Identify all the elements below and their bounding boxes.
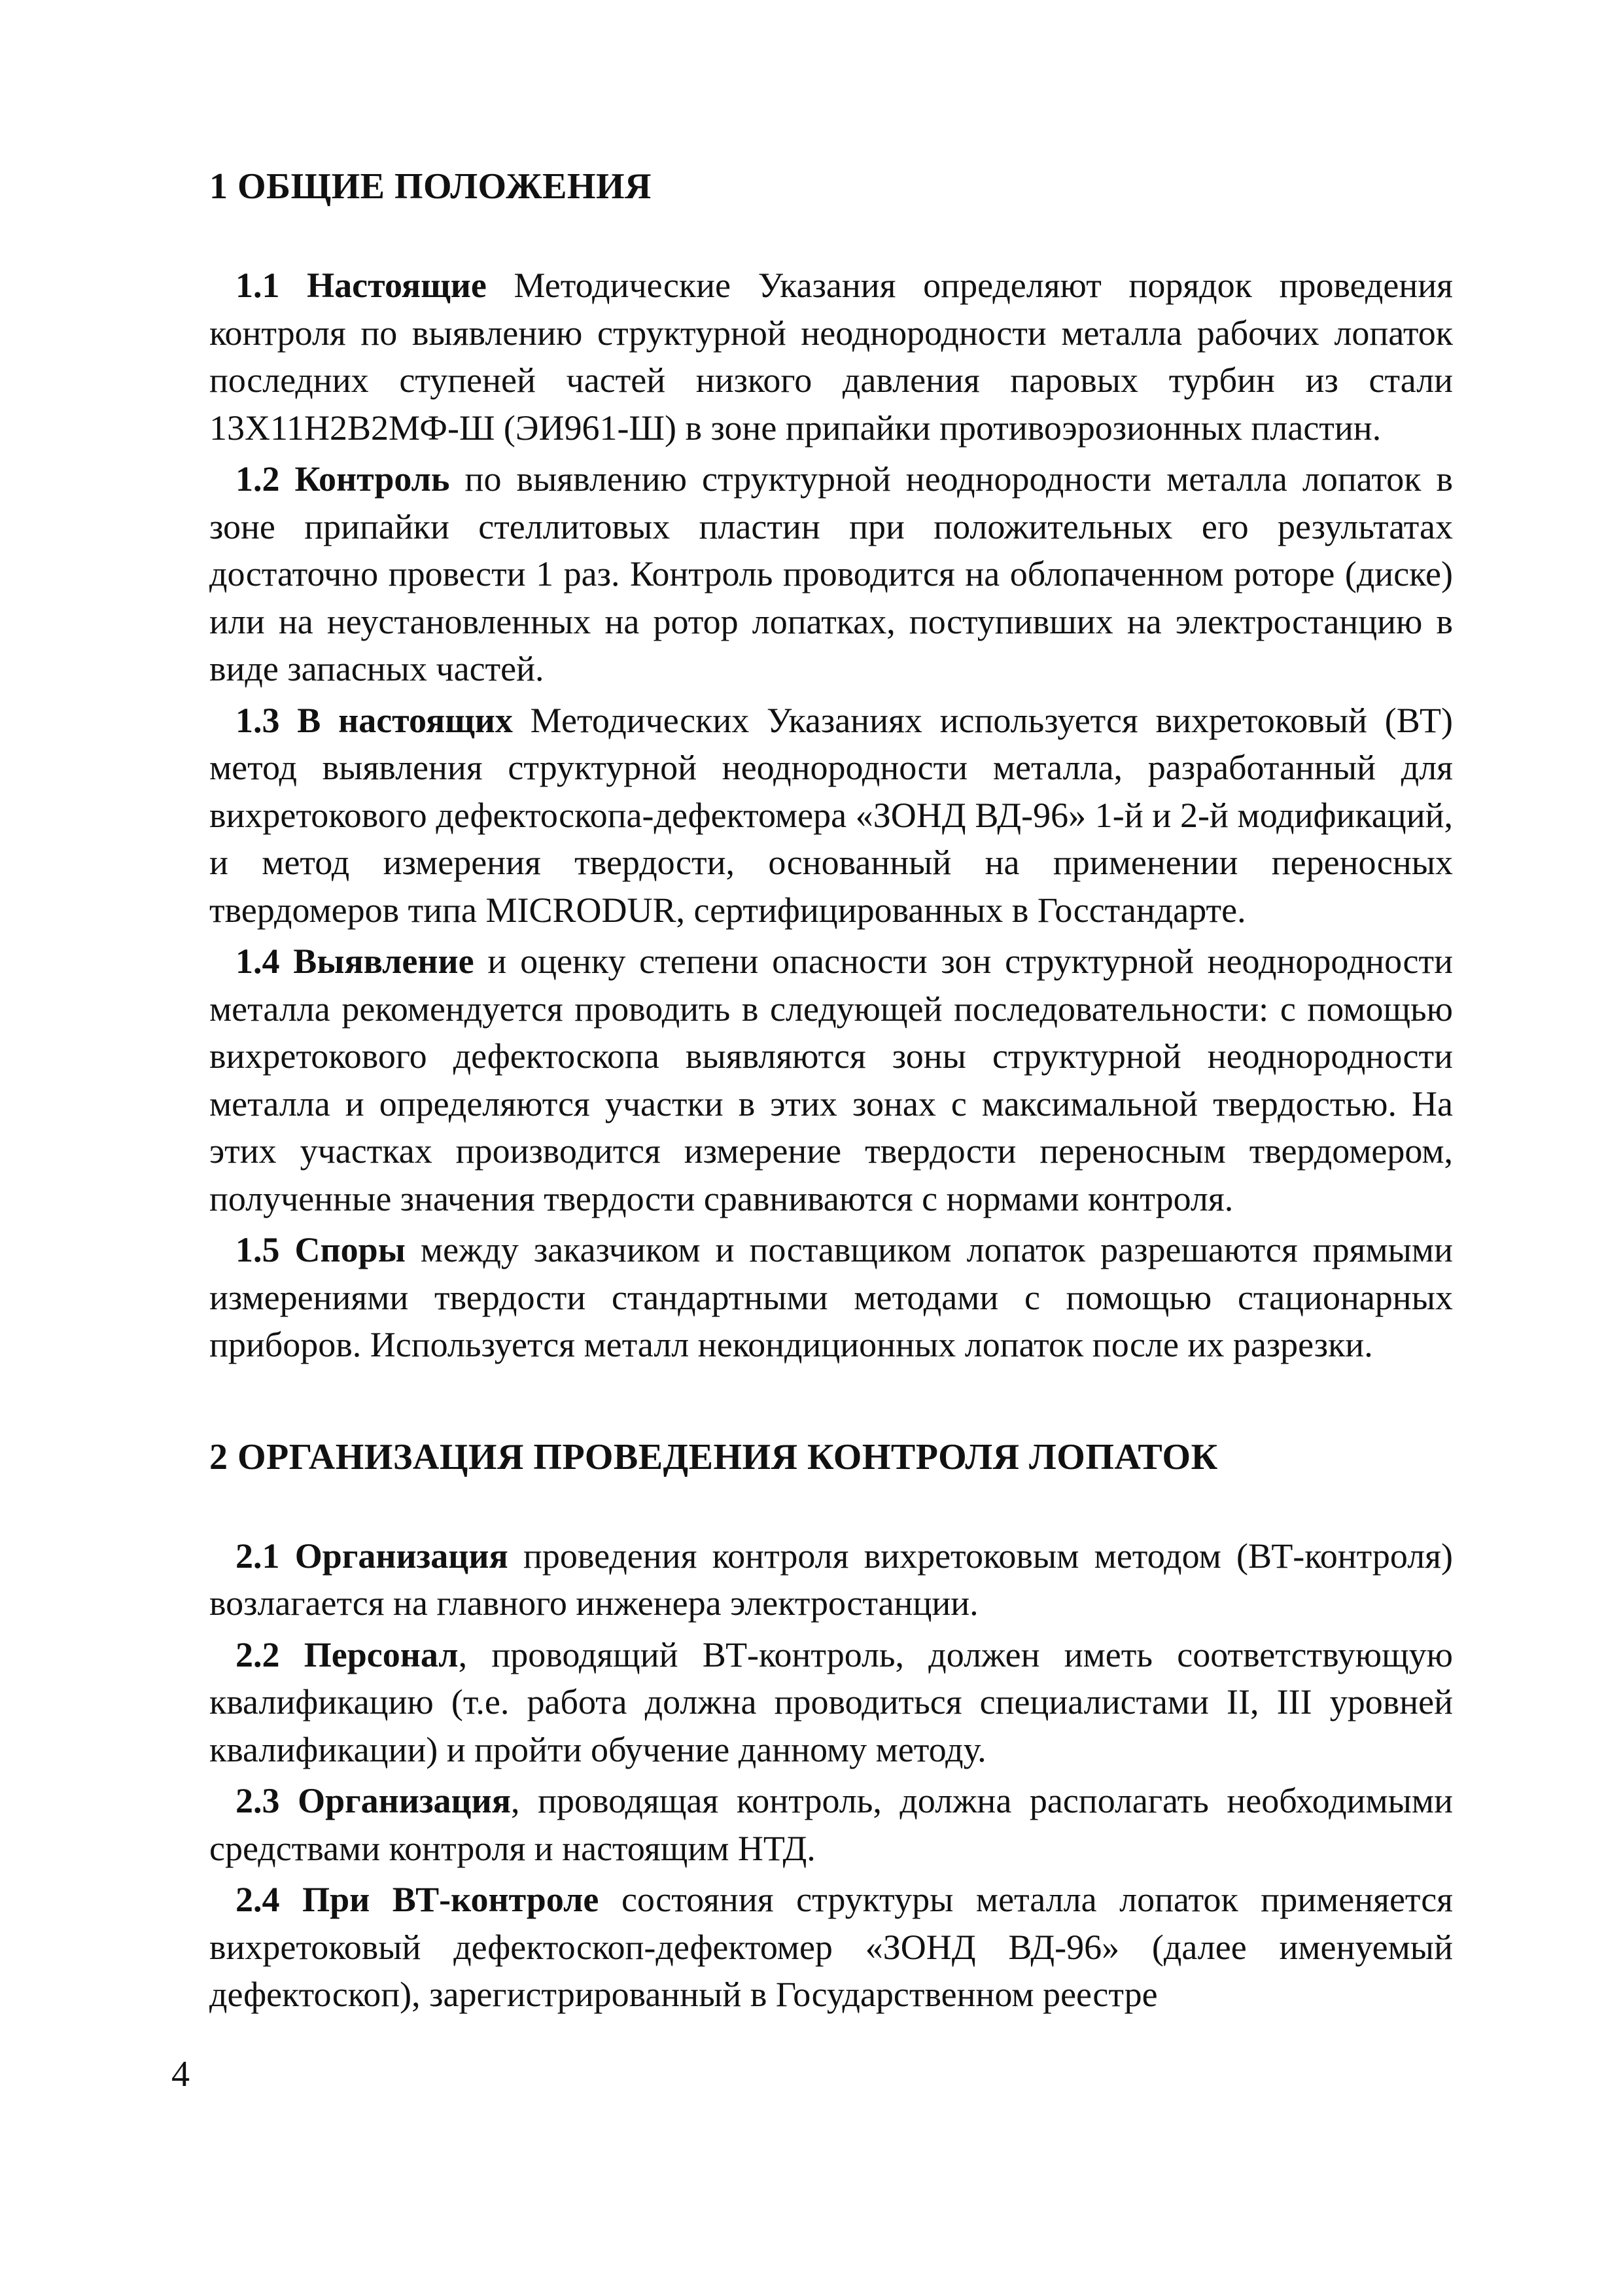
paragraph-2-4 [209,1876,1453,2019]
page-number: 4 [171,2054,190,2094]
paragraph-2-1 [209,1532,1453,1627]
paragraph-text: и оценку степени опасности зон структурной неоднородности металла рекомендуется проводить в следующей последовательности: с помощью вихретокового дефектоскопа выявляются зоны структурной неоднородности металла и определяются участки в этих зонах с максимальной твердостью. На этих участках производится измерение твердости переносным твердомером, полученные значения твердости сравниваются с нормами контроля. [209,942,1453,1218]
paragraph-text: состояния структуры металла лопаток применяется вихретоковый дефектоскоп-дефектомер «ЗОНД ВД-96» (далее именуемый дефектоскоп), зарегистрированный в Государственном реестре [209,1880,1453,2014]
paragraph-2-2 [209,1631,1453,1774]
section-2-heading: 2 ОРГАНИЗАЦИЯ ПРОВЕДЕНИЯ КОНТРОЛЯ ЛОПАТОК [209,1436,1218,1477]
paragraph-text: по выявлению структурной неоднородности металла лопаток в зоне припайки стеллитовых пластин при положительных его результатах достаточно провести 1 раз. Контроль проводится на облопаченном роторе (диске) или на неустановленных на ротор лопатках, поступивших на электростанцию в виде запасных частей. [209,459,1454,688]
paragraph-1-1 [209,262,1453,451]
paragraph-1-2 [209,455,1453,693]
paragraph-lead: 2.4 При ВТ-контроле [236,1880,599,1919]
paragraph-lead: 1.4 Выявление [236,942,474,981]
paragraph-text: Методические Указания определяют порядок проведения контроля по выявлению структурной неоднородности металла рабочих лопаток последних ступеней частей низкого давления паровых турбин из стали 13Х11Н2В2МФ-Ш (ЭИ961-Ш) в зоне припайки противоэрозионных пластин. [209,266,1454,448]
section-1-heading: 1 ОБЩИЕ ПОЛОЖЕНИЯ [209,166,652,207]
paragraph-lead: 2.2 Персонал [236,1634,459,1674]
paragraph-text: , проводящий ВТ-контроль, должен иметь соответствующую квалификацию (т.е. работа должна проводиться специалистами II, III уровней квалификации) и пройти обучение данному методу. [209,1634,1453,1769]
paragraph-lead: 2.3 Организация [236,1781,511,1820]
paragraph-1-3 [209,697,1453,934]
paragraph-lead: 1.5 Споры [236,1230,406,1269]
paragraph-text: проведения контроля вихретоковым методом (ВТ-контроля) возлагается на главного инженера электростанции. [209,1536,1453,1623]
paragraph-lead: 1.3 В настоящих [236,700,513,740]
paragraph-1-5 [209,1226,1453,1369]
paragraph-lead: 1.2 Контроль [236,459,450,499]
paragraph-text: Методических Указаниях используется вихретоковый (ВТ) метод выявления структурной неоднородности металла, разработанный для вихретокового дефектоскопа-дефектомера «ЗОНД ВД-96» 1-й и 2-й модификаций, и метод измерения твердости, основанный на применении переносных твердомеров типа MICRODUR, сертифицированных в Госстандарте. [209,700,1454,930]
paragraph-text: между заказчиком и поставщиком лопаток разрешаются прямыми измерениями твердости стандартными методами с помощью стационарных приборов. Используется металл некондиционных лопаток после их разрезки. [209,1230,1453,1364]
paragraph-2-3 [209,1777,1453,1872]
paragraph-1-4 [209,938,1453,1222]
paragraph-lead: 1.1 Настоящие [236,266,487,305]
paragraph-lead: 2.1 Организация [236,1536,508,1576]
paragraph-text: , проводящая контроль, должна располагать необходимыми средствами контроля и настоящим НТД. [209,1781,1453,1868]
